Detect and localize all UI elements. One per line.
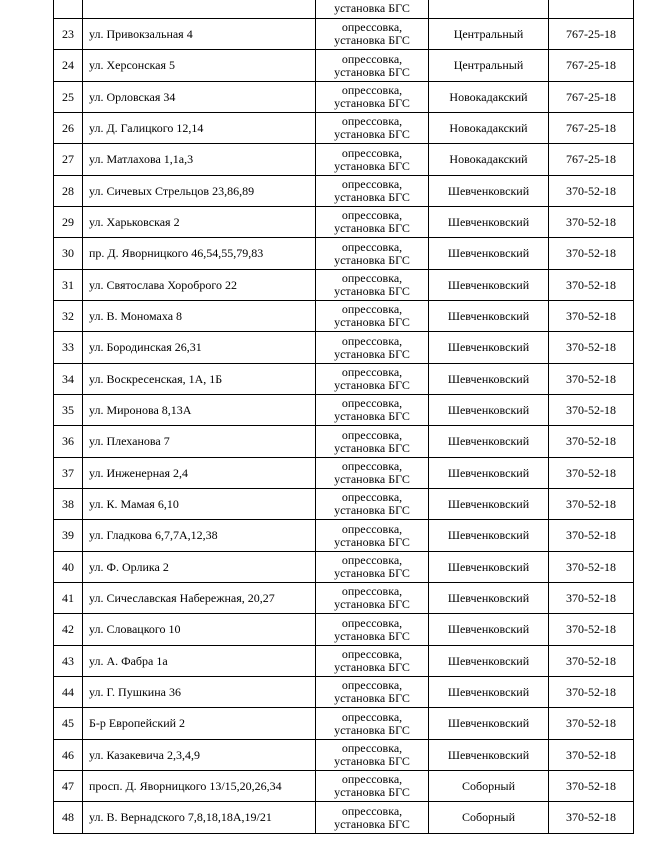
cell-district: Новокадакский	[429, 113, 549, 144]
cell-phone	[549, 0, 634, 19]
cell-address: ул. Привокзальная 4	[83, 19, 316, 50]
cell-address: ул. Гладкова 6,7,7А,12,38	[83, 520, 316, 552]
cell-work-type	[316, 771, 429, 802]
work-line-1: опрессовка,	[341, 302, 403, 316]
cell-address: Б-р Европейский 2	[83, 708, 316, 740]
work-line-1: опрессовка,	[341, 239, 403, 254]
work-line-1: опрессовка,	[341, 709, 403, 724]
cell-address: ул. Г. Пушкина 36	[83, 677, 316, 708]
cell-phone: 370-52-18	[549, 552, 634, 583]
cell-work-type	[316, 740, 429, 771]
cell-address	[83, 0, 316, 19]
cell-district: Шевченковский	[429, 614, 549, 646]
cell-number: 34	[54, 364, 83, 395]
work-line-2: установка БГС	[334, 96, 410, 110]
work-line-1: опрессовка,	[341, 678, 403, 692]
work-line-1: опрессовка,	[341, 271, 403, 285]
cell-district: Шевченковский	[429, 176, 549, 207]
work-line-2: установка БГС	[334, 566, 410, 580]
cell-number: 48	[54, 802, 83, 834]
work-line-1: опрессовка,	[341, 177, 403, 191]
table-row	[54, 771, 634, 802]
cell-phone: 370-52-18	[549, 646, 634, 677]
cell-phone: 370-52-18	[549, 207, 634, 238]
table-row	[54, 583, 634, 614]
cell-number: 31	[54, 270, 83, 301]
cell-number: 29	[54, 207, 83, 238]
work-line-1: опрессовка,	[341, 145, 403, 160]
cell-work-type	[316, 552, 429, 583]
table-row	[54, 301, 634, 332]
cell-number	[54, 0, 83, 19]
cell-work-type	[316, 176, 429, 207]
cell-work-type	[316, 113, 429, 144]
cell-phone: 370-52-18	[549, 677, 634, 708]
cell-district: Шевченковский	[429, 364, 549, 395]
cell-phone: 767-25-18	[549, 113, 634, 144]
work-line-2: установка БГС	[334, 722, 410, 737]
work-line-1: опрессовка,	[341, 427, 403, 442]
cell-work-type	[316, 426, 429, 458]
table-row	[54, 19, 634, 50]
cell-address: ул. Святослава Хороброго 22	[83, 270, 316, 301]
work-line-2: установка БГС	[334, 597, 410, 611]
cell-phone: 370-52-18	[549, 708, 634, 740]
cell-work-type	[316, 395, 429, 426]
table-row	[54, 708, 634, 740]
table-row	[54, 614, 634, 646]
cell-work-type	[316, 0, 429, 19]
cell-address: ул. Миронова 8,13А	[83, 395, 316, 426]
work-line-2: установка БГС	[334, 785, 410, 799]
work-line-1: опрессовка,	[341, 615, 403, 630]
table-row	[54, 176, 634, 207]
cell-number: 23	[54, 19, 83, 50]
cell-district: Шевченковский	[429, 270, 549, 301]
cell-address: ул. Орловская 34	[83, 82, 316, 113]
table-row	[54, 364, 634, 395]
cell-district: Соборный	[429, 771, 549, 802]
work-line-1: опрессовка,	[341, 83, 403, 97]
work-line-2: установка БГС	[334, 472, 410, 486]
cell-number: 45	[54, 708, 83, 740]
cell-work-type	[316, 583, 429, 614]
cell-phone: 370-52-18	[549, 802, 634, 834]
cell-phone: 370-52-18	[549, 301, 634, 332]
work-line-1: опрессовка,	[341, 20, 403, 34]
cell-number: 32	[54, 301, 83, 332]
work-line-1: опрессовка,	[341, 803, 403, 818]
cell-address: ул. А. Фабра 1а	[83, 646, 316, 677]
cell-work-type	[316, 238, 429, 270]
cell-address: ул. Инженерная 2,4	[83, 458, 316, 489]
work-line-2: установка БГС	[334, 64, 410, 79]
cell-phone: 370-52-18	[549, 771, 634, 802]
work-line-2: установка БГС	[334, 409, 410, 423]
table-row	[54, 740, 634, 771]
table-row	[54, 489, 634, 520]
cell-number: 40	[54, 552, 83, 583]
cell-address: ул. Матлахова 1,1а,3	[83, 144, 316, 176]
cell-phone: 370-52-18	[549, 614, 634, 646]
table-row	[54, 426, 634, 458]
work-line-2: установка БГС	[334, 33, 410, 47]
table-row	[54, 395, 634, 426]
cell-number: 47	[54, 771, 83, 802]
cell-work-type	[316, 301, 429, 332]
cell-work-type	[316, 802, 429, 834]
work-line-1: опрессовка,	[341, 521, 403, 536]
work-line-2: установка БГС	[334, 754, 410, 768]
work-line-2: установка БГС	[334, 252, 410, 267]
table-row	[54, 646, 634, 677]
work-line-1: опрессовка,	[341, 396, 403, 410]
cell-address: ул. Ф. Орлика 2	[83, 552, 316, 583]
cell-address: ул. Херсонская 5	[83, 50, 316, 82]
work-line-1: опрессовка,	[341, 208, 403, 222]
cell-work-type	[316, 144, 429, 176]
cell-district: Шевченковский	[429, 708, 549, 740]
cell-number: 46	[54, 740, 83, 771]
cell-district: Шевченковский	[429, 426, 549, 458]
cell-phone: 370-52-18	[549, 238, 634, 270]
cell-work-type	[316, 614, 429, 646]
table-row	[54, 144, 634, 176]
work-line-2: установка БГС	[334, 221, 410, 235]
cell-address: ул. Воскресенская, 1А, 1Б	[83, 364, 316, 395]
cell-address: ул. Бородинская 26,31	[83, 332, 316, 364]
cell-phone: 767-25-18	[549, 82, 634, 113]
cell-address: ул. В. Мономаха 8	[83, 301, 316, 332]
cell-number: 25	[54, 82, 83, 113]
work-line-2: установка БГС	[334, 190, 410, 204]
cell-district: Шевченковский	[429, 301, 549, 332]
cell-district: Шевченковский	[429, 583, 549, 614]
cell-work-type	[316, 646, 429, 677]
cell-address: пр. Д. Яворницкого 46,54,55,79,83	[83, 238, 316, 270]
cell-district: Шевченковский	[429, 489, 549, 520]
work-line-1: опрессовка,	[341, 114, 403, 128]
cell-phone: 370-52-18	[549, 520, 634, 552]
table-row	[54, 677, 634, 708]
cell-phone: 370-52-18	[549, 458, 634, 489]
table-row	[54, 552, 634, 583]
cell-number: 27	[54, 144, 83, 176]
cell-district: Шевченковский	[429, 677, 549, 708]
cell-phone: 370-52-18	[549, 740, 634, 771]
cell-number: 44	[54, 677, 83, 708]
cell-work-type	[316, 489, 429, 520]
cell-district: Новокадакский	[429, 144, 549, 176]
cell-address: ул. Сичеславская Набережная, 20,27	[83, 583, 316, 614]
cell-work-type	[316, 520, 429, 552]
cell-number: 26	[54, 113, 83, 144]
work-line-2: установка БГС	[334, 315, 410, 329]
cell-number: 37	[54, 458, 83, 489]
cell-district: Шевченковский	[429, 740, 549, 771]
cell-phone: 370-52-18	[549, 583, 634, 614]
work-line-1: опрессовка,	[341, 647, 403, 661]
table-row	[54, 82, 634, 113]
cell-phone: 767-25-18	[549, 144, 634, 176]
cell-address: ул. Словацкого 10	[83, 614, 316, 646]
table-row	[54, 50, 634, 82]
cell-work-type	[316, 677, 429, 708]
cell-number: 36	[54, 426, 83, 458]
cell-work-type	[316, 82, 429, 113]
cell-number: 43	[54, 646, 83, 677]
work-line-2: установка БГС	[334, 816, 410, 831]
cell-phone: 767-25-18	[549, 50, 634, 82]
cell-phone: 767-25-18	[549, 19, 634, 50]
work-line-1: опрессовка,	[341, 584, 403, 598]
outage-table	[53, 0, 634, 834]
cell-number: 35	[54, 395, 83, 426]
cell-work-type	[316, 364, 429, 395]
cell-phone: 370-52-18	[549, 270, 634, 301]
table-row-continued	[54, 0, 634, 19]
cell-district: Новокадакский	[429, 82, 549, 113]
work-line-2: установка БГС	[334, 440, 410, 455]
table-body	[54, 0, 634, 834]
cell-address: ул. Харьковская 2	[83, 207, 316, 238]
cell-district: Шевченковский	[429, 520, 549, 552]
cell-phone: 370-52-18	[549, 489, 634, 520]
cell-district: Шевченковский	[429, 458, 549, 489]
cell-number: 42	[54, 614, 83, 646]
cell-address: ул. Д. Галицкого 12,14	[83, 113, 316, 144]
work-line-1: опрессовка,	[341, 741, 403, 755]
cell-work-type	[316, 207, 429, 238]
work-line-2: установка БГС	[334, 158, 410, 173]
work-line-1: опрессовка,	[341, 51, 403, 66]
cell-work-type	[316, 270, 429, 301]
cell-phone: 370-52-18	[549, 332, 634, 364]
cell-work-type	[316, 50, 429, 82]
cell-district	[429, 0, 549, 19]
cell-number: 41	[54, 583, 83, 614]
cell-address: ул. Сичевых Стрельцов 23,86,89	[83, 176, 316, 207]
work-line-2: установка БГС	[334, 503, 410, 517]
table-row	[54, 207, 634, 238]
work-line-2: установка БГС	[334, 378, 410, 392]
work-line-2: установка БГС	[334, 127, 410, 141]
work-line-1: опрессовка,	[341, 365, 403, 379]
cell-district: Шевченковский	[429, 238, 549, 270]
cell-number: 33	[54, 332, 83, 364]
work-line-2: установка БГС	[334, 1, 410, 15]
cell-work-type	[316, 708, 429, 740]
cell-number: 39	[54, 520, 83, 552]
cell-work-type	[316, 19, 429, 50]
work-line-2: установка БГС	[334, 691, 410, 705]
cell-work-type	[316, 332, 429, 364]
cell-number: 30	[54, 238, 83, 270]
work-line-1: опрессовка,	[341, 772, 403, 786]
cell-address: просп. Д. Яворницкого 13/15,20,26,34	[83, 771, 316, 802]
cell-number: 24	[54, 50, 83, 82]
work-line-2: установка БГС	[334, 534, 410, 549]
cell-district: Центральный	[429, 50, 549, 82]
table-row	[54, 520, 634, 552]
cell-address: ул. В. Вернадского 7,8,18,18А,19/21	[83, 802, 316, 834]
work-line-2: установка БГС	[334, 284, 410, 298]
cell-district: Шевченковский	[429, 395, 549, 426]
cell-district: Соборный	[429, 802, 549, 834]
cell-phone: 370-52-18	[549, 395, 634, 426]
work-line-2: установка БГС	[334, 628, 410, 643]
cell-number: 38	[54, 489, 83, 520]
cell-phone: 370-52-18	[549, 364, 634, 395]
table-row	[54, 458, 634, 489]
cell-work-type	[316, 458, 429, 489]
cell-address: ул. Казакевича 2,3,4,9	[83, 740, 316, 771]
work-line-1: опрессовка,	[341, 459, 403, 473]
work-line-1: опрессовка,	[341, 553, 403, 567]
table-row	[54, 802, 634, 834]
cell-district: Шевченковский	[429, 552, 549, 583]
cell-district: Шевченковский	[429, 646, 549, 677]
table-row	[54, 113, 634, 144]
work-line-1: опрессовка,	[341, 490, 403, 504]
work-line-2: установка БГС	[334, 660, 410, 674]
cell-district: Шевченковский	[429, 332, 549, 364]
work-line-1: опрессовка,	[341, 333, 403, 348]
cell-address: ул. К. Мамая 6,10	[83, 489, 316, 520]
table-row	[54, 238, 634, 270]
work-line-2: установка БГС	[334, 346, 410, 361]
table-row	[54, 332, 634, 364]
cell-phone: 370-52-18	[549, 426, 634, 458]
cell-phone: 370-52-18	[549, 176, 634, 207]
cell-number: 28	[54, 176, 83, 207]
cell-address: ул. Плеханова 7	[83, 426, 316, 458]
cell-district: Шевченковский	[429, 207, 549, 238]
cell-district: Центральный	[429, 19, 549, 50]
table-row	[54, 270, 634, 301]
